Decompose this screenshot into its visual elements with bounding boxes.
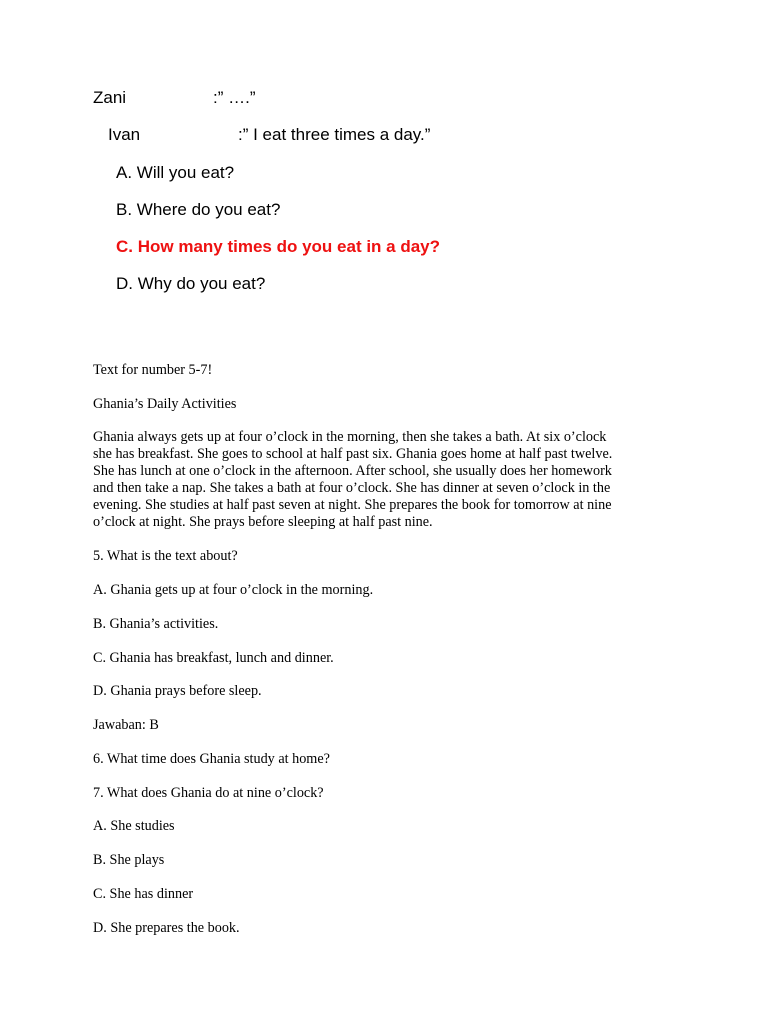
speech-ivan: :” I eat three times a day.” — [238, 125, 431, 144]
speaker-zani: Zani — [93, 88, 127, 107]
question-5-option-c: C. Ghania has breakfast, lunch and dinner. — [93, 650, 334, 666]
speaker-ivan: Ivan — [108, 125, 141, 144]
question-7-option-b: B. She plays — [93, 852, 165, 868]
reading-title: Ghania’s Daily Activities — [93, 396, 237, 412]
paragraph-line: o’clock at night. She prays before sleeping at half past nine. — [93, 513, 433, 530]
speech-zani: :” ….” — [213, 88, 256, 107]
reading-intro: Text for number 5-7! — [93, 362, 213, 378]
question-5-option-b: B. Ghania’s activities. — [93, 616, 219, 632]
question-7: 7. What does Ghania do at nine o’clock? — [93, 785, 324, 801]
question-7-option-c: C. She has dinner — [93, 886, 194, 902]
question-5: 5. What is the text about? — [93, 548, 238, 564]
option-a: A. Will you eat? — [116, 163, 235, 182]
question-7-option-a: A. She studies — [93, 818, 175, 834]
paragraph-line: evening. She studies at half past seven at night. She prepares the book for tomorrow at nine — [93, 496, 612, 513]
question-5-answer: Jawaban: B — [93, 717, 159, 733]
paragraph-line: and then take a nap. She takes a bath at four o’clock. She has dinner at seven o’clock in the — [93, 479, 611, 496]
question-5-option-a: A. Ghania gets up at four o’clock in the morning. — [93, 582, 374, 598]
question-7-option-d: D. She prepares the book. — [93, 920, 240, 936]
option-d: D. Why do you eat? — [116, 274, 266, 293]
option-c-correct: C. How many times do you eat in a day? — [116, 237, 441, 256]
paragraph-line: She has lunch at one o’clock in the afternoon. After school, she usually does her homework — [93, 462, 612, 479]
option-b: B. Where do you eat? — [116, 200, 281, 219]
paragraph-line: she has breakfast. She goes to school at half past six. Ghania goes home at half past twelve. — [93, 445, 613, 462]
question-6: 6. What time does Ghania study at home? — [93, 751, 330, 767]
question-5-option-d: D. Ghania prays before sleep. — [93, 683, 262, 699]
reading-paragraph — [93, 429, 673, 530]
paragraph-line: Ghania always gets up at four o’clock in the morning, then she takes a bath. At six o’clock — [93, 429, 607, 445]
